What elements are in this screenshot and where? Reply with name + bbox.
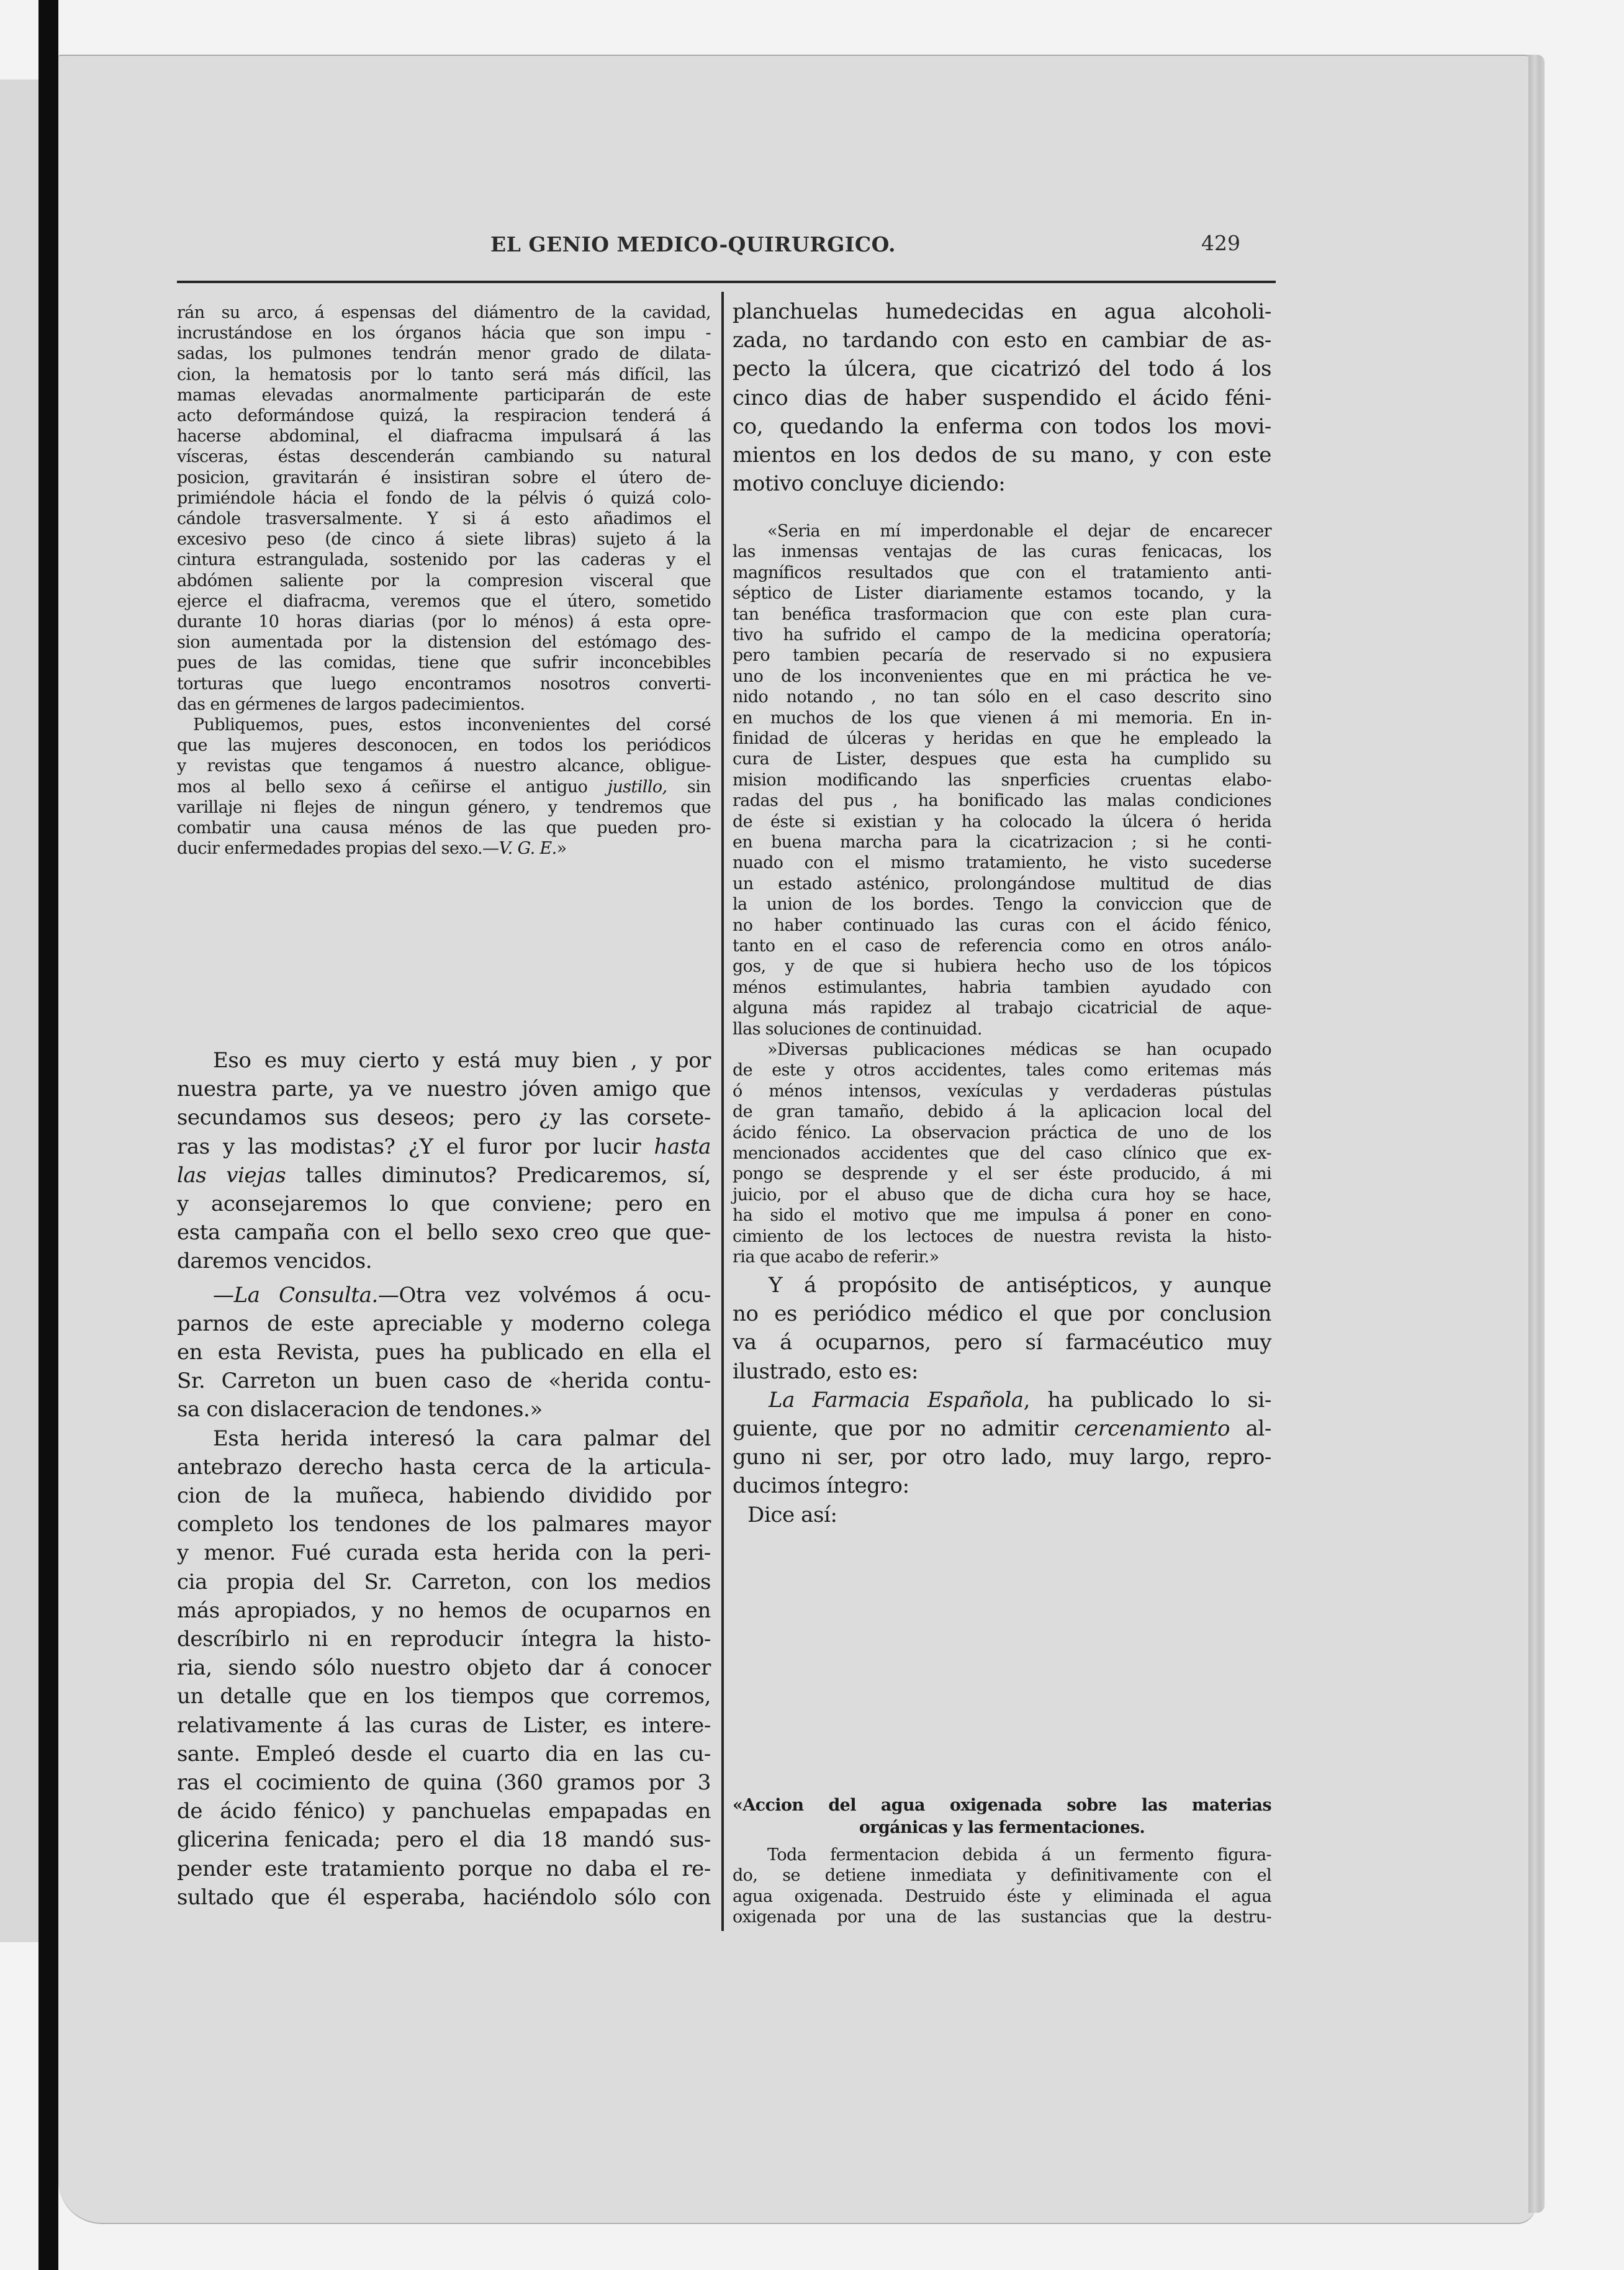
text-line: cimiento de los lectoces de nuestra revista la histo- — [733, 1226, 1271, 1246]
text-line: oxigenada por una de las sustancias que la destru- — [733, 1907, 1271, 1927]
italic-text: V. G. E. — [498, 839, 557, 859]
text-line: mencionados accidentes que del caso clínico que ex- — [733, 1144, 1271, 1163]
text-span: ras y las modistas? ¿Y el furor por lucir — [177, 1134, 654, 1159]
running-header-title: EL GENIO MEDICO-QUIRURGICO. — [490, 232, 896, 256]
text-line: cura de Lister, despues que esta ha cumplido su — [733, 749, 1271, 769]
text-line: Esta herida interesó la cara palmar del — [213, 1426, 711, 1451]
text-line: secundamos sus deseos; pero ¿y las corsete- — [177, 1105, 711, 1131]
text-line: ria que acabo de referir.» — [733, 1247, 939, 1267]
text-span: al- — [1230, 1416, 1271, 1441]
signature-line — [177, 839, 711, 858]
text-line: mision modificando las snperficies cruentas elabo- — [733, 770, 1271, 790]
text-line: ó ménos intensos, vexículas y verdaderas pústulas — [733, 1081, 1271, 1101]
text-line: nuestra parte, ya ve nuestro jóven amigo que — [177, 1077, 711, 1102]
text-line: ras el cocimiento de quina (360 gramos por 3 — [177, 1770, 711, 1795]
text-line: magníficos resultados que con el tratamiento anti- — [733, 563, 1271, 582]
text-line: nido notando , no tan sólo en el caso descrito sino — [733, 687, 1271, 707]
text-line: ducimos íntegro: — [733, 1473, 909, 1499]
text-line: sadas, los pulmones tendrán menor grado de dilata- — [177, 344, 711, 364]
text-line: Dice así: — [747, 1502, 837, 1527]
text-line: do, se detiene inmediata y definitivamente con el — [733, 1866, 1271, 1886]
text-line: un detalle que en los tiempos que corremos, — [177, 1684, 711, 1709]
text-line: cintura estrangulada, sostenido por las caderas y el — [177, 550, 711, 570]
text-span: talles diminutos? Predicaremos, sí, — [286, 1162, 711, 1188]
text-line: »Diversas publicaciones médicas se han ocupado — [767, 1040, 1271, 1059]
text-line: sa con dislaceracion de tendones.» — [177, 1397, 543, 1422]
text-line: séptico de Lister diariamente estamos tocando, y la — [733, 584, 1271, 604]
text-line: tanto en el caso de referencia como en otros análo- — [733, 936, 1271, 956]
text-line: esta campaña con el bello sexo creo que que- — [177, 1220, 711, 1246]
text-line: y menor. Fué curada esta herida con la peri- — [177, 1540, 711, 1566]
text-line: no haber continuado las curas con el ácido fénico, — [733, 915, 1271, 935]
italic-text: cercenamiento — [1074, 1416, 1230, 1441]
text-line: durante 10 horas diarias (por lo ménos) á esta opre- — [177, 612, 711, 631]
text-line: varillaje ni flejes de ningun género, y tendremos que — [177, 797, 711, 817]
text-line: mientos en los dedos de su mano, y con este — [733, 443, 1271, 468]
text-line: Eso es muy cierto y está muy bien , y por — [213, 1048, 711, 1073]
text-line: ejerce el diafracma, veremos que el útero, sometido — [177, 591, 711, 611]
text-line: y revistas que tengamos á nuestro alcance, obligue- — [177, 756, 711, 776]
text-line: relativamente á las curas de Lister, es intere- — [177, 1712, 711, 1738]
text-line — [733, 1416, 1271, 1441]
italic-text: hasta — [654, 1134, 711, 1159]
text-line: ria, siendo sólo nuestro objeto dar á conocer — [177, 1655, 711, 1681]
text-line: guno ni ser, por otro lado, muy largo, repro- — [733, 1445, 1271, 1470]
page-stack-edge — [1528, 55, 1545, 2213]
italic-text: las viejas — [177, 1162, 286, 1188]
text-line: descríbirlo ni en reproducir íntegra la histo- — [177, 1627, 711, 1652]
text-line: co, quedando la enferma con todos los movi- — [733, 414, 1271, 439]
text-line: un estado asténico, prolongándose multitud de dias — [733, 874, 1271, 893]
text-line: rán su arco, á espensas del diámentro de la cavidad, — [177, 303, 711, 322]
text-line: glicerina fenicada; pero el dia 18 mandó sus- — [177, 1827, 711, 1853]
text-line: vísceras, éstas descenderán cambiando su natural — [177, 447, 711, 467]
text-line: nuado con el mismo tratamiento, he visto sucederse — [733, 853, 1271, 873]
text-line: cándole trasversalmente. Y si á esto añadimos el — [177, 509, 711, 528]
text-span: —Otra vez volvémos á ocu- — [377, 1282, 711, 1308]
text-line: sultado que él esperaba, haciéndolo sólo con — [177, 1884, 711, 1910]
text-line: ménos estimulantes, habria tambien ayudado con — [733, 977, 1271, 997]
text-line — [177, 1163, 711, 1188]
text-line: más apropiados, y no hemos de ocuparnos en — [177, 1598, 711, 1623]
italic-text: justillo, — [607, 777, 667, 797]
text-line: en esta Revista, pues ha publicado en ella el — [177, 1340, 711, 1365]
book-spine — [38, 0, 58, 2270]
text-line: zada, no tardando con esto en cambiar de as- — [733, 328, 1271, 353]
text-line: en buena marcha para la cicatrizacion ; si he conti- — [733, 833, 1271, 852]
text-span: guiente, que por no admitir — [733, 1416, 1075, 1441]
text-line: das en gérmenes de largos padecimientos. — [177, 694, 525, 714]
text-span: mos al bello sexo á ceñirse el antiguo — [177, 777, 608, 797]
text-line: finidad de úlceras y heridas en que he empleado la — [733, 729, 1271, 748]
text-line: uno de los inconvenientes que en mi práctica he ve- — [733, 666, 1271, 686]
text-line: Publiquemos, pues, estos inconvenientes del corsé — [193, 715, 711, 735]
text-line: las inmensas ventajas de las curas fenicacas, los — [733, 542, 1271, 562]
text-line: parnos de este apreciable y moderno colega — [177, 1311, 711, 1336]
text-line: pecto la úlcera, que cicatrizó del todo á los — [733, 356, 1271, 382]
text-line: «Seria en mí imperdonable el dejar de encarecer — [767, 522, 1271, 541]
header-rule — [177, 281, 1276, 283]
text-line: cion, la hematosis por lo tanto será más difícil, las — [177, 364, 711, 384]
text-line: de este y otros accidentes, tales como eritemas más — [733, 1060, 1271, 1080]
text-line: completo los tendones de los palmares mayor — [177, 1512, 711, 1537]
text-span: , ha publicado lo si- — [1023, 1387, 1271, 1413]
text-line: agua oxigenada. Destruido éste y eliminada el agua — [733, 1886, 1271, 1906]
text-line: juicio, por el abuso que de dicha cura hoy se hace, — [733, 1185, 1271, 1205]
text-line: Sr. Carreton un buen caso de «herida contu- — [177, 1368, 711, 1394]
text-line — [177, 777, 711, 797]
text-line: combatir una causa ménos de las que pueden pro- — [177, 818, 711, 838]
text-line: planchuelas humedecidas en agua alcoholi- — [733, 299, 1271, 324]
text-line: de gran tamaño, debido á la aplicacion local del — [733, 1102, 1271, 1122]
text-line: incrustándose en los órganos hácia que son impu - — [177, 323, 711, 343]
text-line: motivo concluye diciendo: — [733, 471, 1006, 497]
column-divider — [721, 292, 724, 1931]
text-line: posicion, gravitarán é insistiran sobre el útero de- — [177, 468, 711, 487]
text-line: pues de las comidas, tiene que sufrir inconcebibles — [177, 653, 711, 673]
text-line: mamas elevadas anormalmente participarán de este — [177, 385, 711, 405]
text-line: en muchos de los que vienen á mi memoria. En in- — [733, 708, 1271, 728]
text-line: de ácido fénico) y panchuelas empapadas en — [177, 1799, 711, 1824]
text-line: abdómen saliente por la compresion visceral que — [177, 571, 711, 590]
text-line: daremos vencidos. — [177, 1249, 372, 1274]
text-span: » — [556, 839, 567, 859]
text-line: va á ocuparnos, pero sí farmacéutico muy — [733, 1330, 1271, 1355]
text-line: Toda fermentacion debida á un fermento figura- — [767, 1845, 1271, 1865]
italic-text: La Farmacia Española — [769, 1387, 1024, 1413]
text-line: pongo se desprende y el ser éste producido, á mi — [733, 1164, 1271, 1184]
text-span: sin — [667, 777, 711, 797]
text-line: excesivo peso (de cinco á siete libras) sujeto á la — [177, 530, 711, 549]
text-line: sante. Empleó desde el cuarto dia en las cu- — [177, 1741, 711, 1766]
text-line: pender este tratamiento porque no daba el re- — [177, 1856, 711, 1881]
previous-page-edge — [0, 79, 40, 1942]
text-line: alguna más rapidez al trabajo cicatricial de aque- — [733, 998, 1271, 1018]
text-line: gos, y de que si hubiera hecho uso de los tópicos — [733, 957, 1271, 977]
text-line — [733, 1388, 1271, 1413]
text-line: antebrazo derecho hasta cerca de la articula- — [177, 1454, 711, 1480]
text-line: acto deformándose quizá, la respiracion tenderá á — [177, 406, 711, 425]
text-line — [177, 1134, 711, 1159]
text-line: torturas que luego encontramos nosotros converti- — [177, 674, 711, 694]
text-line: no es periódico médico el que por conclusion — [733, 1301, 1271, 1327]
text-line: ilustrado, esto es: — [733, 1359, 919, 1384]
text-line: tivo ha sufrido el campo de la medicina operatoría; — [733, 625, 1271, 644]
page-number: 429 — [1201, 231, 1240, 255]
text-line: cinco dias de haber suspendido el ácido féni- — [733, 385, 1271, 410]
text-line: hacerse abdominal, el diafracma impulsará á las — [177, 427, 711, 446]
text-line: cia propia del Sr. Carreton, con los medios — [177, 1569, 711, 1594]
text-line: cion de la muñeca, habiendo dividido por — [177, 1483, 711, 1508]
text-line: la union de los bordes. Tengo la conviccion que de — [733, 895, 1271, 915]
text-line: y aconsejaremos lo que conviene; pero en — [177, 1192, 711, 1216]
text-line: ha sido el motivo que me impulsa á poner en cono- — [733, 1206, 1271, 1226]
text-line: Y á propósito de antisépticos, y aunque — [769, 1273, 1271, 1298]
text-span: ducir enfermedades propias del sexo.— — [177, 839, 499, 859]
article-title: orgánicas y las fermentaciones. — [859, 1818, 1145, 1837]
text-line: radas del pus , ha bonificado las malas condiciones — [733, 791, 1271, 811]
text-line: llas soluciones de continuidad. — [733, 1019, 982, 1039]
text-line: ácido fénico. La observacion práctica de uno de los — [733, 1123, 1271, 1142]
text-line: sion aumentada por la distension del estómago des- — [177, 633, 711, 653]
text-line: pero tambien pecaría de reservado si no expusiera — [733, 646, 1271, 666]
text-line: de éste si existian y ha colocado la úlcera ó herida — [733, 812, 1271, 831]
text-line: primiéndole hácia el fondo de la pélvis ó quizá colo- — [177, 488, 711, 508]
article-title: «Accion del agua oxigenada sobre las materias — [733, 1796, 1271, 1815]
text-line — [177, 1283, 711, 1308]
italic-text: La Consulta. — [233, 1282, 378, 1308]
text-line: que las mujeres desconocen, en todos los periódicos — [177, 736, 711, 756]
text-line: tan benéfica trasformacion que con este plan cura- — [733, 604, 1271, 624]
text-span: — — [213, 1282, 234, 1308]
